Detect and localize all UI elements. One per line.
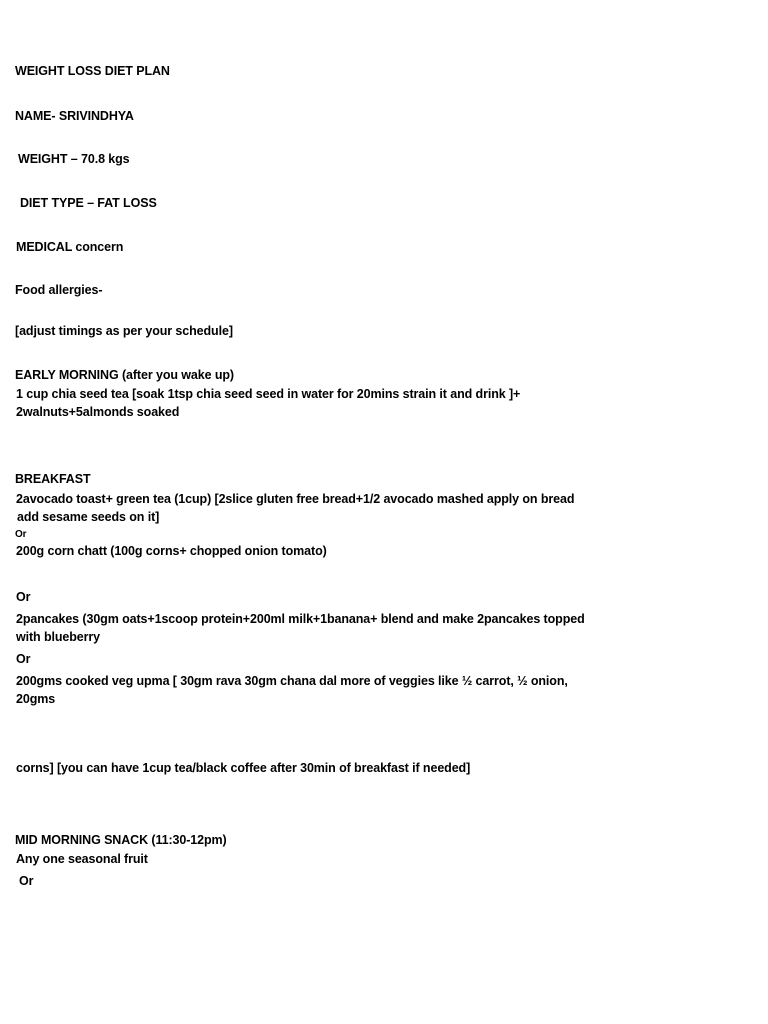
mid-morning-line: Any one seasonal fruit xyxy=(16,852,148,866)
or-separator: Or xyxy=(16,590,31,604)
breakfast-option-line: corns] [you can have 1cup tea/black coffee after 30min of breakfast if needed] xyxy=(16,761,471,775)
early-morning-line: 2walnuts+5almonds soaked xyxy=(16,405,180,419)
breakfast-option-line: 2pancakes (30gm oats+1scoop protein+200ml milk+1banana+ blend and make 2pancakes topped xyxy=(16,612,585,626)
mid-morning-heading: MID MORNING SNACK (11:30-12pm) xyxy=(15,833,227,847)
breakfast-option-line: 200gms cooked veg upma [ 30gm rava 30gm chana dal more of veggies like ½ carrot, ½ onion, xyxy=(16,674,568,688)
name-line: NAME- SRIVINDHYA xyxy=(15,109,134,123)
adjust-note: [adjust timings as per your schedule] xyxy=(15,324,233,338)
or-separator: Or xyxy=(15,529,27,540)
document-title: WEIGHT LOSS DIET PLAN xyxy=(15,64,170,78)
breakfast-option-line: with blueberry xyxy=(16,630,101,644)
breakfast-option-line: 2avocado toast+ green tea (1cup) [2slice gluten free bread+1/2 avocado mashed apply on bread xyxy=(16,492,575,506)
breakfast-option-line: 200g corn chatt (100g corns+ chopped onion tomato) xyxy=(16,544,327,558)
weight-line: WEIGHT – 70.8 kgs xyxy=(18,152,130,166)
early-morning-heading: EARLY MORNING (after you wake up) xyxy=(15,368,234,382)
breakfast-heading: BREAKFAST xyxy=(15,472,91,486)
breakfast-option-line: 20gms xyxy=(16,692,56,706)
allergies-line: Food allergies- xyxy=(15,283,103,297)
diet-type-line: DIET TYPE – FAT LOSS xyxy=(20,196,157,210)
early-morning-line: 1 cup chia seed tea [soak 1tsp chia seed seed in water for 20mins strain it and drink ]+ xyxy=(16,387,521,401)
or-separator: Or xyxy=(16,652,31,666)
breakfast-option-line: add sesame seeds on it] xyxy=(17,510,160,524)
medical-line: MEDICAL concern xyxy=(16,240,124,254)
or-separator: Or xyxy=(19,874,34,888)
